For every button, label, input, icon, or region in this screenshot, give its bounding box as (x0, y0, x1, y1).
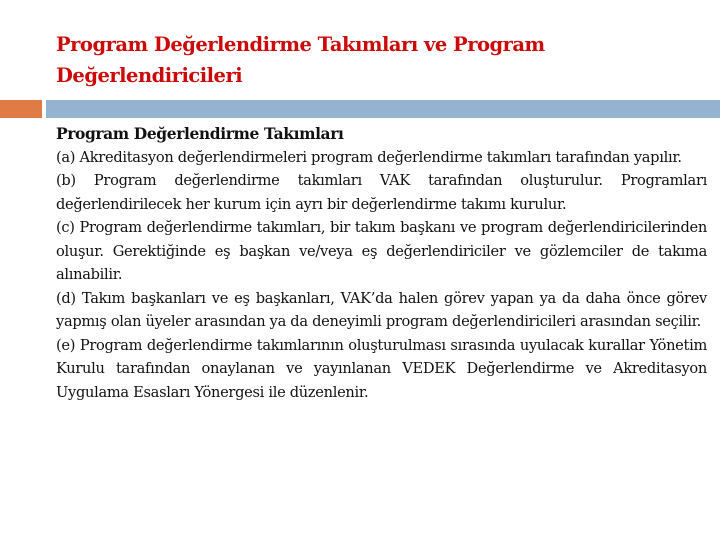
list-item-c: (c) Program değerlendirme takımları, bir takım başkanı ve program değerlendiricilerinden oluşur. Gerektiğinde eş başkan ve/veya eş değerlendiriciler ve gözlemciler de takıma alınabilir. (56, 219, 707, 283)
slide-title: Program Değerlendirme Takımları ve Program Değerlendiricileri (56, 33, 545, 87)
list-item-b: (b) Program değerlendirme takımları VAK tarafından oluşturulur. Programları değerlendirilecek her kurum için ayrı bir değerlendirme takımı kurulur. (56, 172, 707, 213)
list-item-a: (a) Akreditasyon değerlendirmeleri program değerlendirme takımları tarafından yapılır. (56, 148, 682, 166)
section-heading: Program Değerlendirme Takımları (56, 124, 344, 143)
accent-bar (0, 100, 42, 118)
list-item-e: (e) Program değerlendirme takımlarının oluşturulması sırasında uyulacak kurallar Yönetim Kurulu tarafından onaylanan ve yayınlanan VEDEK Değerlendirme ve Akreditasyon Uygulama Esasları Yönergesi ile düzenlenir. (56, 336, 707, 401)
title-divider-bar (46, 100, 720, 118)
slide-content (56, 122, 707, 404)
list-item-d: (d) Takım başkanları ve eş başkanları, VAK’da halen görev yapan ya da daha önce görev yapmış olan üyeler arasından ya da deneyimli program değerlendiricileri arasından seçilir. (56, 289, 707, 330)
